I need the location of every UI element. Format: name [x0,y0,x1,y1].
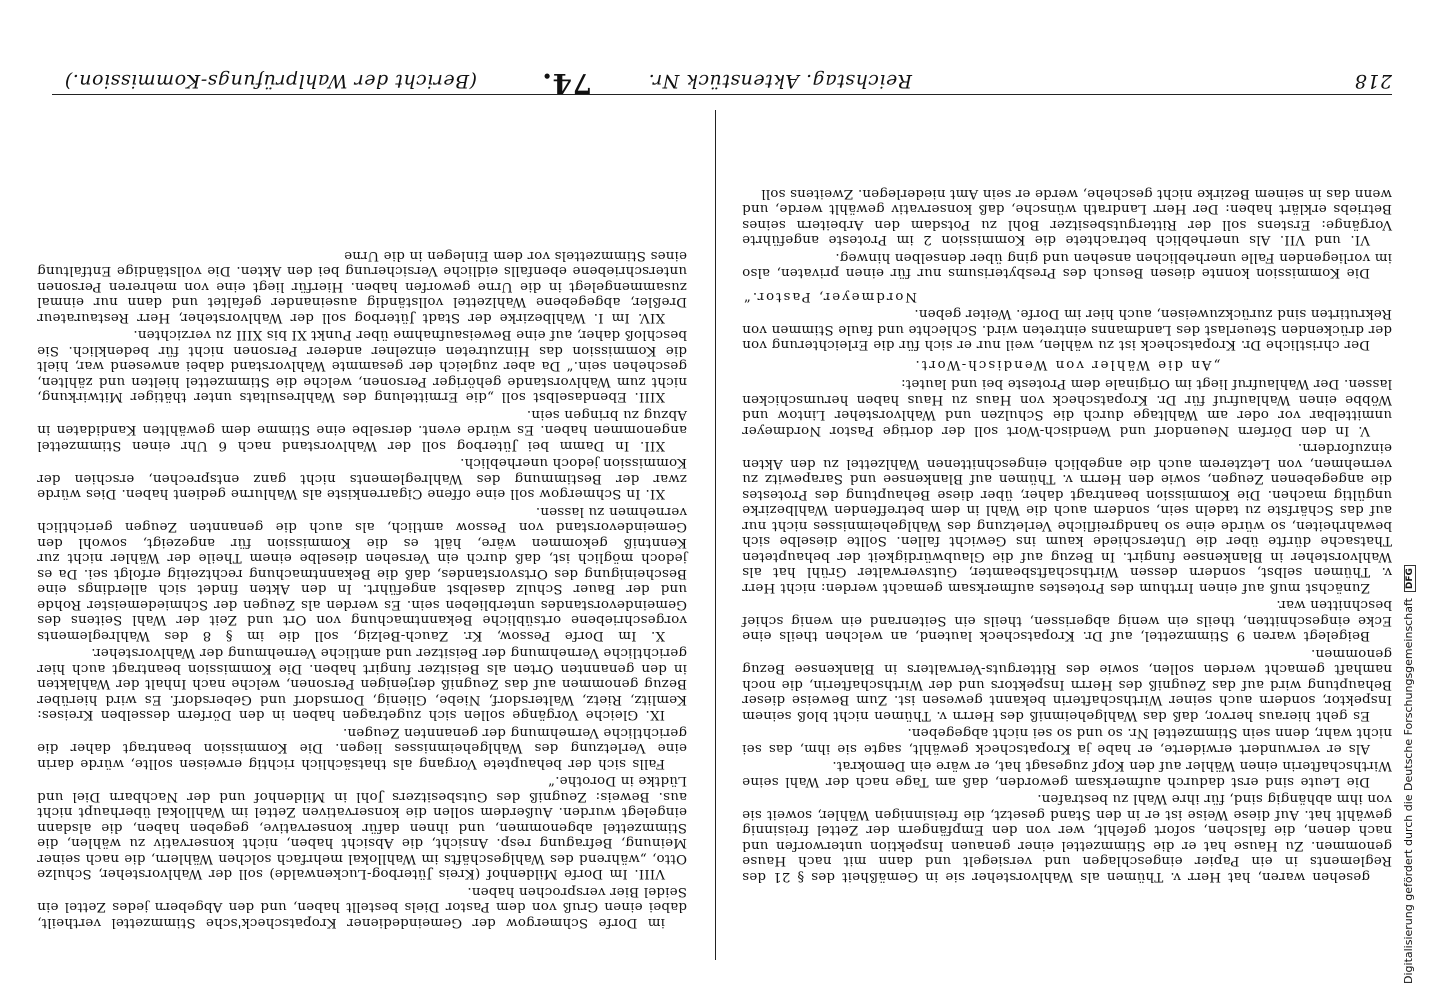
paragraph: Zunächst muß auf einen Irrthum des Protestes aufmerksam gemacht werden: nicht Herr v. Thümen selbst, sondern dessen Wirthschaftsbeamter, Gutsverwalter Grühl hat als Wahlvorsteher in Blankensee fungirt. In Bezug auf die Glaubwürdigkeit der behaupteten Thatsache dürfte über die Unterschiede kaum ins Gewicht fallen. Sollte dieselbe sich bewahrheiten, so würde eine so handgreifliche Verletzung des Wahlgeheimnisses nicht nur auf das Schärfste zu tadeln sein, sondern auch die Wahl in dem betreffenden Wahlbezirke ungültig machen. Die Kommission beantragt daher, über diese Behauptung des Protestes die angegebenen Zeugen, sowie den Herrn v. Thümen auf Blankensee und Sarapewitz zu vernehmen, von Letzterem auch die angeblich eingeschnittenen Wahlzettel zu den Akten einzufordern. [742,440,1392,595]
document-number: 74. [541,67,592,100]
signature: Nordmeyer, Pastor.“ [742,289,918,304]
paragraph: XIV. Im I. Wahlbezirke der Stadt Jüterbog soll der Wahlvorsteher, Herr Restaurateur Dreßler, abgegebene Wahlzettel vollständig auseinander gefaltet und dann nur einmal zusammengelegt in die Urne geworfen haben. Hierfür liegt eine von mehreren Personen unterschriebene ebenfalls eidliche Versicherung bei den Akten. Die vollständige Entfaltung eines Stimmzettels vor dem Einlegen in die Urne [37,248,687,325]
paragraph: Es geht hieraus hervor, daß das Wahlgeheimniß des Herrn v. Thümen nicht bloß seinem Inspektor, sondern auch seiner Wirthschafterin bekannt gewesen ist. Zum Beweise dieser Behauptung wird auf das Zeugniß des Herrn Inspektors und der Wirthschafterin, die noch namhaft gemacht werden sollen, sowie des Ritterguts-Verwalters in Blankensee Bezug genommen. [742,646,1392,723]
paragraph: V. In den Dörfern Neuendorf und Wendisch-Wort soll der dortige Pastor Nordmeyer unmittelbar vor oder am Wahltage durch die Schulzen und Wahlvorsteher Lintow und Wöbbe einen Wahlaufruf für Dr. Kropatscheck von Haus zu Haus haben herumschicken lassen. Der Wahlaufruf liegt im Originale dem Proteste bei und lautet: [742,376,1392,438]
page-number: 218 [1354,70,1392,92]
quoted-heading: „An die Wähler von Wendisch-Wort. [913,357,1221,372]
paragraph: Die Kommission konnte diesen Besuch des Presbyterisums nur für einen privaten, also im vorliegenden Falle unerheblichen ansehen und ging über denselben hinweg. [742,250,1392,281]
paragraph: X. Im Dorfe Pessow, Kr. Zauch-Belzig, soll die im § 8 des Wahlreglements vorgeschriebene ortsübliche Bekanntmachung von Ort und Zeit der Wahl Seitens des Gemeindevorstandes unterblieben sein. Es werden als Zeugen der Schmiedemeister Rohde und der Bauer Schulz daselbst angeführt. In den Akten findet sich allerdings eine Bescheinigung des Ortsvorstandes, daß die Bekanntmachung rechtzeitig erfolgt sei. Da es jedoch möglich ist, daß durch ein Versehen dieselbe einem Theile der Wähler nicht zur Kenntniß gekommen wäre, hält es die Kommission für angezeigt, sowohl den Gemeindevorstand von Pessow amtlich, als auch die genannten Zeugen gerichtlich vernehmen zu lassen. [37,504,687,643]
paragraph: XII. In Damm bei Jüterbog soll der Wahlvorstand nach 6 Uhr einen Stimmzettel angenommen haben. Es würde event. derselbe eine Stimme dem gewählten Kandidaten in Abzug zu bringen sein. [37,407,687,453]
paragraph: IX. Gleiche Vorgänge sollen sich zugetragen haben in den Dörfern desselben Kreises: Kemlitz, Rietz, Waltersdorf, Niebe, Glienig, Dornsdorf und Gebersdorf. Es wird hierüber Bezug genommen auf das Zeugniß derjenigen Personen, welche nach Inhalt der Wahlakten in den genannten Orten als Beisitzer fungirt haben. Die Kommission beantragt auch hier gerichtliche Vernehmung der Beisitzer und amtliche Vernehmung der Wahlvorsteher. [37,645,687,723]
paragraph: Beigelegt waren 9 Stimmzettel, auf Dr. Kropatscheck lautend, an welchen theils eine Ecke eingeschnitten, theils ein wenig abgerissen, theils ein Seitenrand ein wenig schief beschnitten war. [742,597,1392,644]
dfg-logo-icon: DFG [1404,565,1416,592]
paragraph: Die Leute sind erst dadurch aufmerksam geworden, daß am Tage nach der Wahl seine Wirthschafterin einen Wähler auf den Kopf zugesagt hat, er wäre ein Demokrat. [742,758,1392,789]
footer-credit [1402,4,1422,984]
column-divider [715,110,716,960]
header-section: (Bericht der Wahlprüfungs-Kommission.) [64,70,477,92]
running-header [52,62,1392,100]
paragraph: VIII. Im Dorfe Mildenhof (Kreis Jüterbog-Luckenwalde) soll der Wahlvorsteher, Schulze Otto, „während des Wahlgeschäfts im Wahllokal mehrfach solchen Wählern, die nach seiner Meinung, Befragung resp. Ansicht, die Absicht haben, nicht konservativ zu wählen, die Stimmzettel abgenommen, und ihnen dafür konservative, gegeben haben, die alsdann eingelegt wurden. Außerdem sollen die konservativen Zettel im Wahllokal überhaupt nicht aus. Beweis: Zeugniß des Gutsbesitzers Johl in Mildenhof und der Nachbarn Diel und Lüdtke in Dorothe.“ [37,773,687,882]
paragraph: Als er verwundert erwiderte, er habe ja Kropatscheck gewählt, sagte sie ihm, das sei nicht wahr, denn sein Stimmzettel Nr. so und so sei nicht abgegeben. [742,725,1392,756]
credit-text: Digitalisierung gefördert durch die Deutsche Forschungsgemeinschaft [1402,598,1415,984]
paragraph: XI. In Schmergow soll eine offene Cigarrenkiste als Wahlurne gedient haben. Dies würde zwar der Bestimmung des Wahlreglements nicht ganz entsprechen, erschien der Kommission jedoch unerheblich. [37,455,687,502]
paragraph: im Dorfe Schmergow der Gemeindediener Kropatscheck'sche Stimmzettel vertheilt, dabei einen Gruß von dem Pastor Diels bestellt haben, und den Abgebern jedes Zettel ein Seidel Bier versprochen haben. [37,884,687,930]
right-column [37,125,687,930]
paragraph: Der christliche Dr. Kropatscheck ist zu wählen, weil nur er sich für die Erleichterung von der drückenden Steuerlast des Landmanns eintreten wird. Schlechte und faule Stimmen von Rekrutirten sind zurückzuweisen, auch hier im Dorfe. Weiter geben. [742,306,1392,353]
header-rule [52,94,1392,95]
left-column [742,186,1392,884]
header-title: Reichstag. Aktenstück Nr. [648,70,912,92]
paragraph: XIII. Ebendaselbst soll „die Ermittelung des Wahlresultats unter thätiger Mitwirkung, nicht zum Wahlvorstande gehöriger Personen, welche die Stimmzettel hielten und zählten, geschehen sein.“ Da aber zugleich der gesammte Wahlvorstand dabei anwesend war, hielt die Kommission das Hinzutreten einzelner anderer Personen nicht für bedenklich. Sie beschloß daher, auf eine Beweisaufnahme über Punkt XI bis XIII zu verzichten. [37,327,687,405]
paragraph: Falls sich der behauptete Vorgang als thatsächlich richtig erweisen sollte, würde darin eine Verletzung des Wahlgeheimnisses liegen. Die Kommission beantragt daher die gerichtliche Vernehmung der genannten Zeugen. [37,725,687,771]
paragraph: VI. und VII. Als unerheblich betrachtete die Kommission 2 im Proteste angeführte Vorgänge: Erstens soll der Rittergutsbesitzer Bohl zu Potsdam den Arbeitern seines Betriebs erklärt haben: Der Herr Landrath wünsche, daß konservativ gewählt werde, und wenn das in seinem Bezirke nicht geschehe, werde er sein Amt niederlegen. Zweitens soll [742,186,1392,248]
paragraph: gesehen waren, hat Herr v. Thümen als Wahlvorsteher sie in Gemäßheit des § 21 des Reglements in ein Papier eingeschlagen und versiegelt und dann mit nach Hause genommen. Zu Hause hat er die Stimmzettel einer genauen Inspektion unterworfen und nach denen, die falschen, sofort gefehlt, wer von den Empfängern der Zettel freisinnig gewählt hat. Auf diese Weise ist er in den Stand gesetzt, die freisinnigen Wähler, soweit sie von ihm abhängig sind, für ihre Wahl zu bestrafen. [742,791,1392,884]
digitization-footer [1397,0,1427,1000]
